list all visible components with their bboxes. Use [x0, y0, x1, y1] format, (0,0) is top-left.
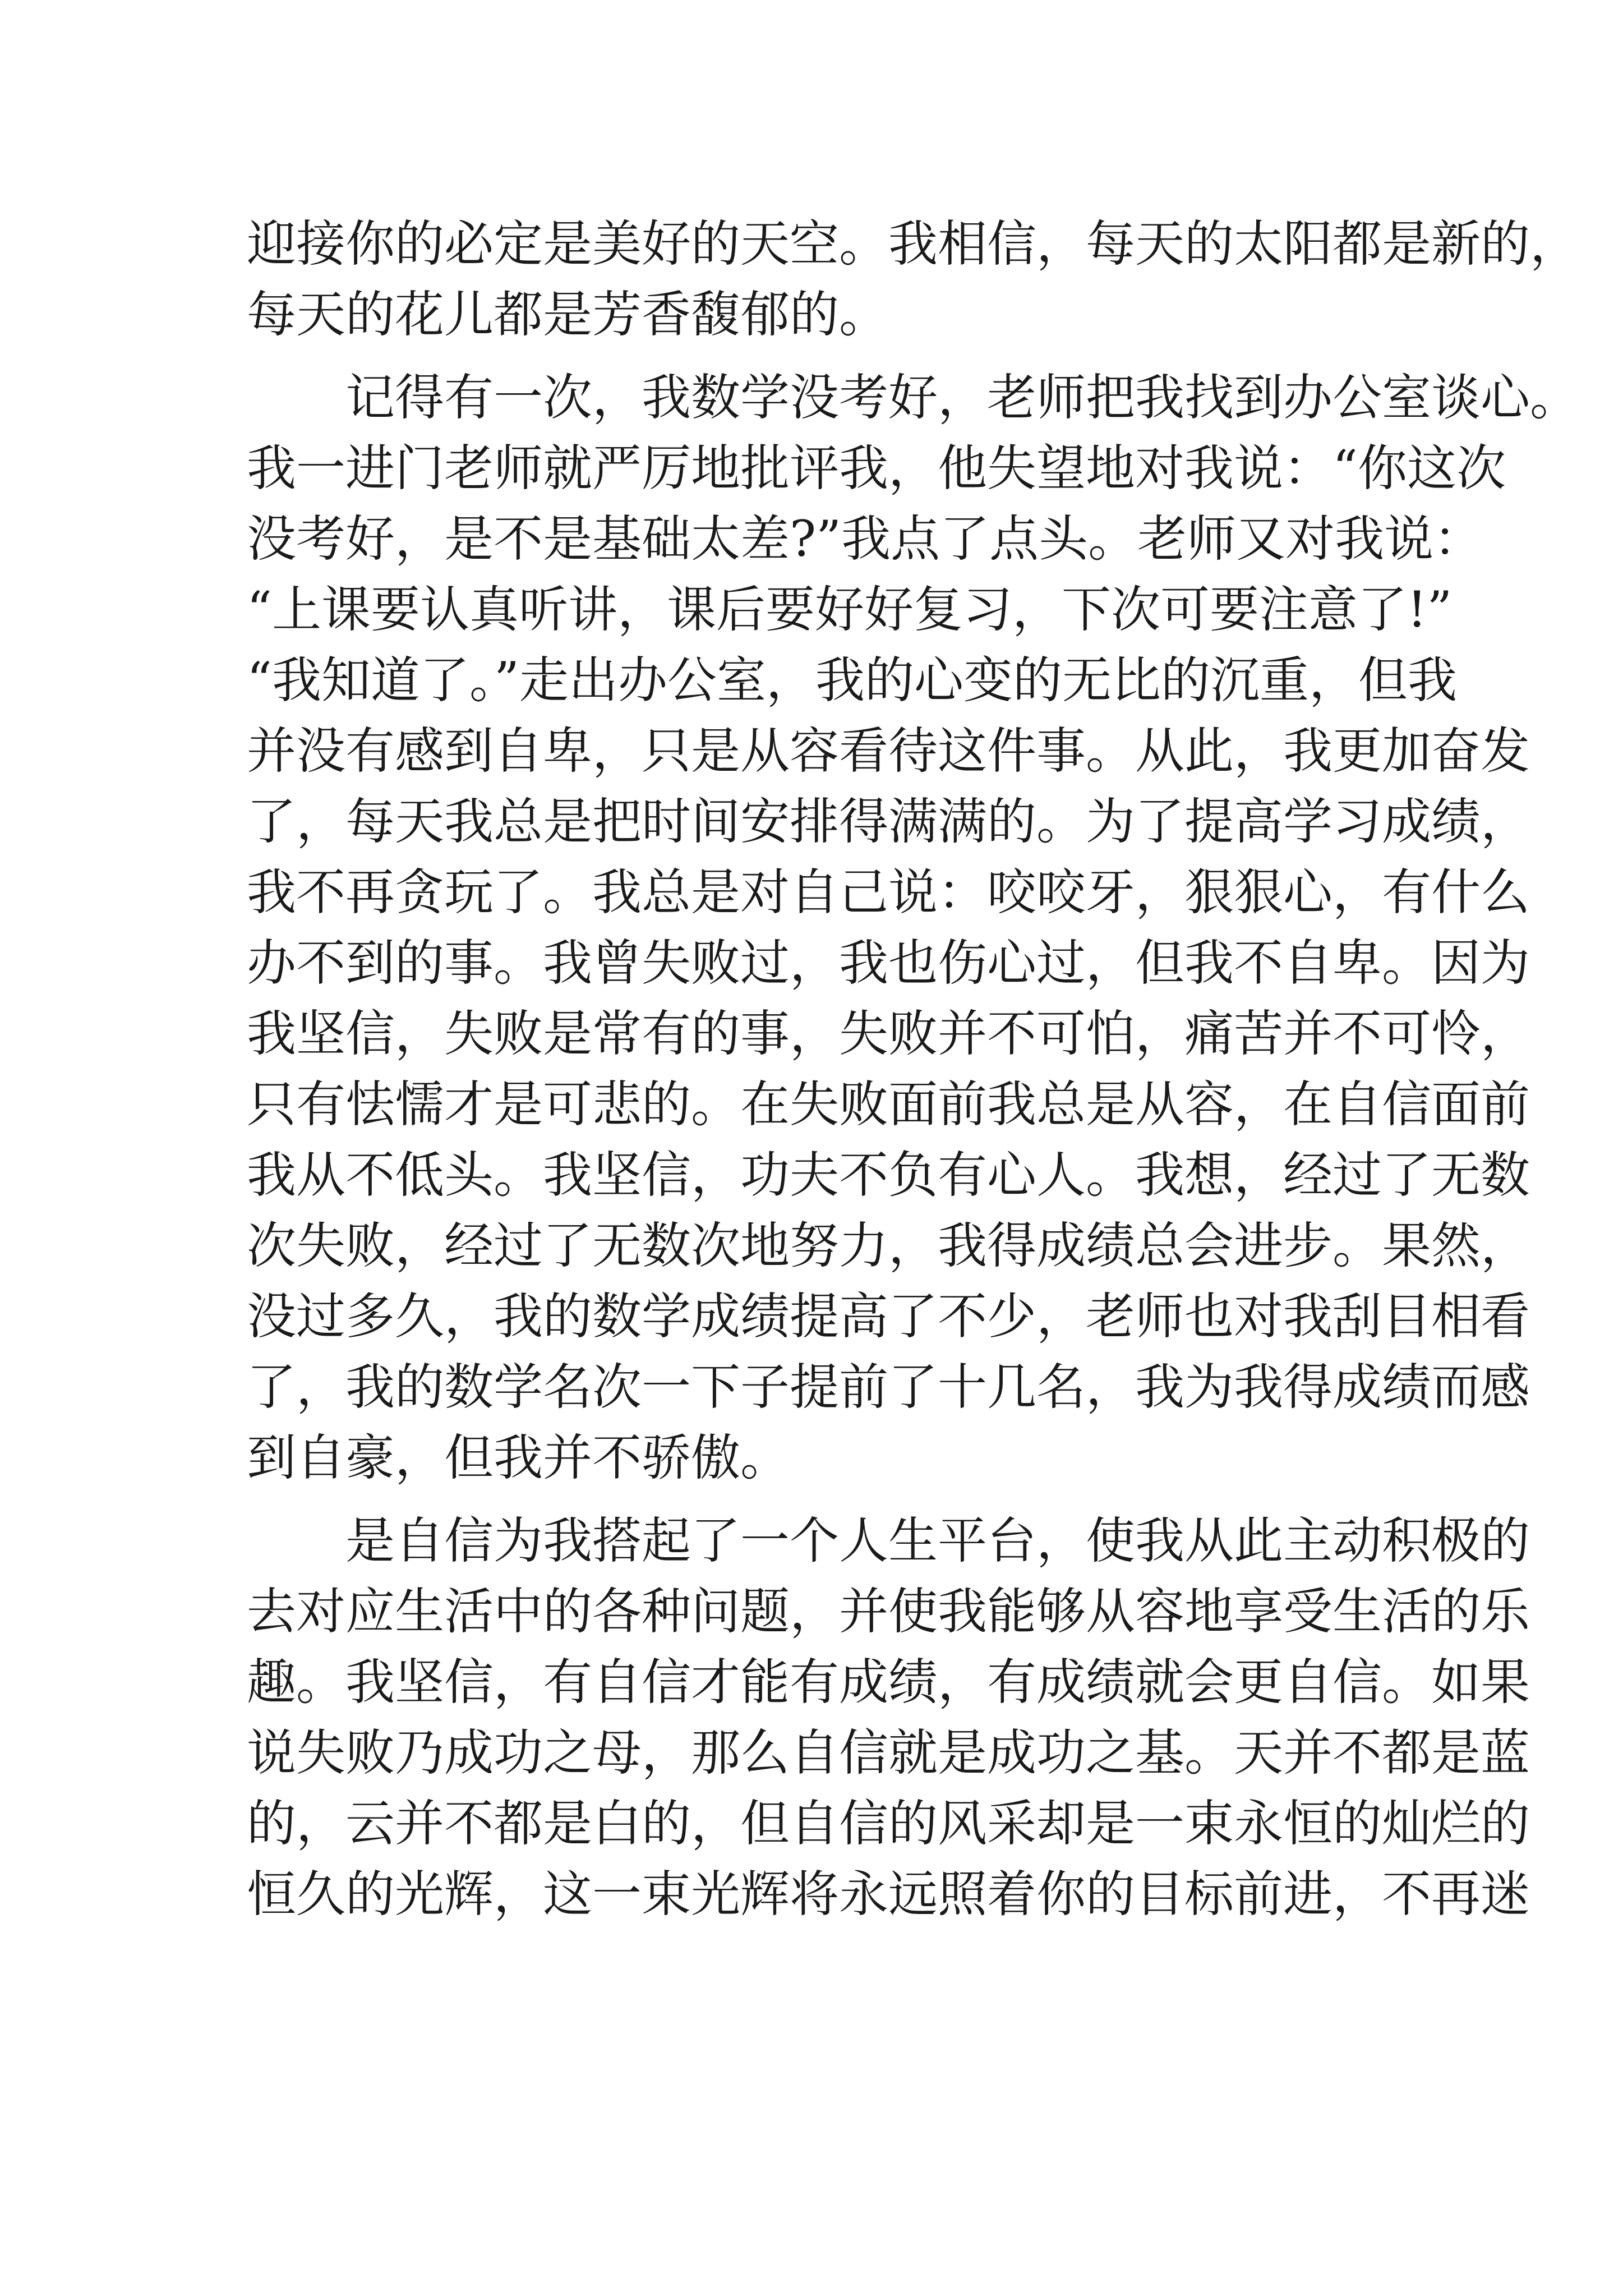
text-line: “上课要认真听讲，课后要好好复习，下次可要注意了!” [247, 581, 1453, 638]
text-line: 了，每天我总是把时间安排得满满的。为了提高学习成绩， [247, 793, 1530, 850]
document-body [247, 209, 1580, 1930]
text-line: 我一进门老师就严厉地批评我，他失望地对我说：“你这次 [247, 439, 1506, 497]
text-line: 我从不低头。我坚信，功夫不负有心人。我想，经过了无数 [247, 1146, 1530, 1204]
text-line: 我不再贪玩了。我总是对自己说：咬咬牙，狠狠心，有什么 [247, 863, 1530, 921]
text-line: 每天的花儿都是芳香馥郁的。 [247, 286, 889, 343]
paragraph [247, 362, 1580, 1493]
text-line: 没过多久，我的数学成绩提高了不少，老师也对我刮目相看 [247, 1287, 1530, 1345]
text-line: 说失败乃成功之母，那么自信就是成功之基。天并不都是蓝 [247, 1724, 1530, 1782]
text-line: 了，我的数学名次一下子提前了十几名，我为我得成绩而感 [247, 1358, 1530, 1416]
text-line: 是自信为我搭起了一个人生平台，使我从此主动积极的 [345, 1512, 1530, 1570]
text-line: 没考好，是不是基础太差?”我点了点头。老师又对我说： [247, 510, 1483, 568]
text-line: 办不到的事。我曾失败过，我也伤心过，但我不自卑。因为 [247, 934, 1530, 992]
text-line: “我知道了。”走出办公室，我的心变的无比的沉重，但我 [247, 651, 1457, 709]
paragraph-gap [247, 1493, 1385, 1506]
text-line: 迎接你的必定是美好的天空。我相信，每天的太阳都是新的， [247, 215, 1580, 273]
text-line: 恒久的光辉，这一束光辉将永远照着你的目标前进，不再迷 [247, 1865, 1530, 1923]
text-line: 只有怯懦才是可悲的。在失败面前我总是从容，在自信面前 [247, 1075, 1530, 1133]
text-line: 记得有一次，我数学没考好，老师把我找到办公室谈心。 [345, 369, 1580, 426]
text-line: 去对应生活中的各种问题，并使我能够从容地享受生活的乐 [247, 1582, 1530, 1640]
text-line: 次失败，经过了无数次地努力，我得成绩总会进步。果然， [247, 1217, 1530, 1274]
text-line: 并没有感到自卑，只是从容看待这件事。从此，我更加奋发 [247, 722, 1530, 780]
paragraph [247, 209, 1580, 350]
text-line: 我坚信，失败是常有的事，失败并不可怕，痛苦并不可怜， [247, 1005, 1530, 1062]
text-line: 到自豪，但我并不骄傲。 [247, 1429, 790, 1487]
text-line: 的，云并不都是白的，但自信的风采却是一束永恒的灿烂的 [247, 1795, 1530, 1852]
text-line: 趣。我坚信，有自信才能有成绩，有成绩就会更自信。如果 [247, 1653, 1530, 1711]
paragraph-gap [247, 350, 1385, 362]
paragraph [247, 1506, 1530, 1930]
